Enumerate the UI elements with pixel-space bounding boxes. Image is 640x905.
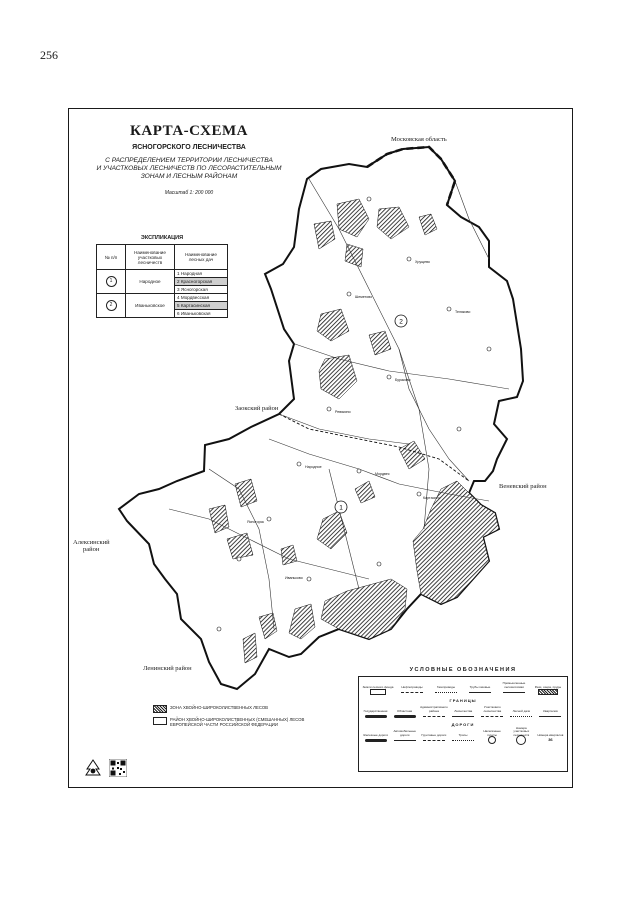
map-scale: Масштаб 1: 200 000 — [164, 190, 214, 196]
explication-district: Иваньковское — [126, 294, 175, 318]
symbol-item: Тропы — [449, 728, 476, 742]
symbols-title: УСЛОВНЫЕ ОБОЗНАЧЕНИЯ — [409, 667, 517, 673]
symbol-item: Промышленные лесозаготовки — [498, 680, 530, 694]
symbol-item: Реки, озера, пруды — [532, 680, 564, 694]
map-subtitle: ЯСНОГОРСКОГО ЛЕСНИЧЕСТВА — [132, 144, 246, 151]
region-label-west: Заокский район — [235, 405, 279, 412]
symbols-section-borders: ГРАНИЦЫ — [449, 698, 477, 703]
symbol-item: Нефтепроводы — [396, 680, 428, 694]
map-description — [79, 157, 299, 181]
explication-group-num: 1 — [97, 270, 126, 294]
symbol-item: Участкового лесничества — [479, 704, 506, 718]
symbol-item: Лесничества — [450, 704, 477, 718]
explication-dacha: 3 Ясногорская — [175, 286, 228, 294]
title-block — [79, 119, 299, 196]
map-title: КАРТА-СХЕМА — [130, 123, 248, 139]
explication-header: Наименование лесных дач — [175, 245, 228, 270]
symbol-item: Автомобильные дороги — [391, 728, 418, 742]
region-label-north: Московская область — [391, 136, 447, 143]
region-label-south: Ленинский район — [143, 665, 192, 672]
symbol-item: Газопроводы — [430, 680, 462, 694]
symbols-row-borders — [359, 704, 567, 718]
explication-title: ЭКСПЛИКАЦИЯ — [140, 235, 184, 241]
settlement-label: Иваньково — [285, 576, 303, 580]
settlement-label: Картасино — [423, 496, 441, 500]
region-label-southwest: Алексинский район — [73, 539, 110, 553]
settlement-label: Теляково — [455, 310, 471, 314]
symbols-row-main — [359, 680, 567, 694]
map-frame — [68, 108, 573, 788]
hatch-swatch-dark — [153, 705, 167, 713]
symbol-item: Государственная — [362, 704, 389, 718]
settlement-label: Ревякино — [335, 410, 351, 414]
explication-dacha: 6 Иваньковская — [175, 310, 228, 318]
explication-district: Народное — [126, 270, 175, 294]
settlement-label: Хрущево — [415, 260, 430, 264]
explication-dacha: 1 Народная — [175, 270, 228, 278]
map-description-line: ЗОНАМ И ЛЕСНЫМ РАЙОНАМ — [140, 173, 238, 180]
explication-dacha: 5 Картасинская — [175, 302, 228, 310]
explication-group-num: 2 — [97, 294, 126, 318]
map-marker-2 — [395, 315, 407, 327]
symbol-item: Номера кварталов 36 — [537, 732, 564, 743]
page-number: 256 — [40, 48, 58, 62]
qr-code-icon — [109, 759, 127, 777]
symbol-item: Трубы газовые — [464, 680, 496, 694]
map-marker-label-2: 2 — [399, 318, 403, 326]
settlement-label: Народное — [305, 465, 322, 469]
symbol-item: Административного района — [420, 704, 448, 718]
symbol-item: Железные дороги — [362, 728, 389, 742]
explication-grid — [96, 244, 228, 318]
symbol-item: Номера участковых лесничеств — [508, 728, 535, 742]
explication-header: № п/п — [97, 245, 126, 270]
forestry-emblem-icon — [83, 759, 103, 777]
map-description-line: С РАСПРЕДЕЛЕНИЕМ ТЕРРИТОРИИ ЛЕСНИЧЕСТВА — [105, 157, 273, 164]
symbols-section-roads: ДОРОГИ — [451, 722, 475, 727]
explication-header: Наименование участковых лесничеств — [126, 245, 175, 270]
symbol-item: Населённые пункты — [479, 728, 506, 742]
map-marker-label-1: 1 — [339, 504, 343, 512]
symbols-legend — [358, 667, 568, 775]
explication-dacha: 2 Красногорская — [175, 278, 228, 286]
settlement-label: Шеметово — [355, 295, 373, 299]
hatch-legend — [153, 705, 323, 731]
map-description-line: И УЧАСТКОВЫХ ЛЕСНИЧЕСТВ ПО ЛЕСОРАСТИТЕЛЬНЫМ — [96, 165, 282, 172]
settlement-label: Ясногорск — [247, 520, 264, 524]
symbols-box — [358, 676, 568, 772]
symbol-item: Кварталов — [537, 704, 564, 718]
map-marker-1 — [335, 501, 347, 513]
symbols-row-roads — [359, 725, 567, 743]
logos — [83, 759, 127, 777]
hatch-legend-item: РАЙОН ХВОЙНО-ШИРОКОЛИСТВЕННЫХ (СМЕШАННЫХ) ЛЕСОВ ЕВРОПЕЙСКОЙ ЧАСТИ РОССИЙСКОЙ ФЕДЕРАЦИИ — [153, 717, 323, 727]
hatch-swatch-light — [153, 717, 167, 725]
symbol-item: Земли лесного фонда — [362, 680, 394, 694]
explication-dacha: 4 Мордвесская — [175, 294, 228, 302]
symbol-item: Областная — [391, 704, 418, 718]
hatch-legend-item: ЗОНА ХВОЙНО-ШИРОКОЛИСТВЕННЫХ ЛЕСОВ — [153, 705, 323, 713]
symbol-item: Грунтовые дороги — [420, 728, 447, 742]
settlement-label: Бураково — [395, 378, 411, 382]
settlement-label: Мордвес — [375, 472, 390, 476]
explication-table — [96, 235, 228, 318]
region-label-east: Веневский район — [499, 483, 547, 490]
symbol-item: Лесной дачи — [508, 704, 535, 718]
